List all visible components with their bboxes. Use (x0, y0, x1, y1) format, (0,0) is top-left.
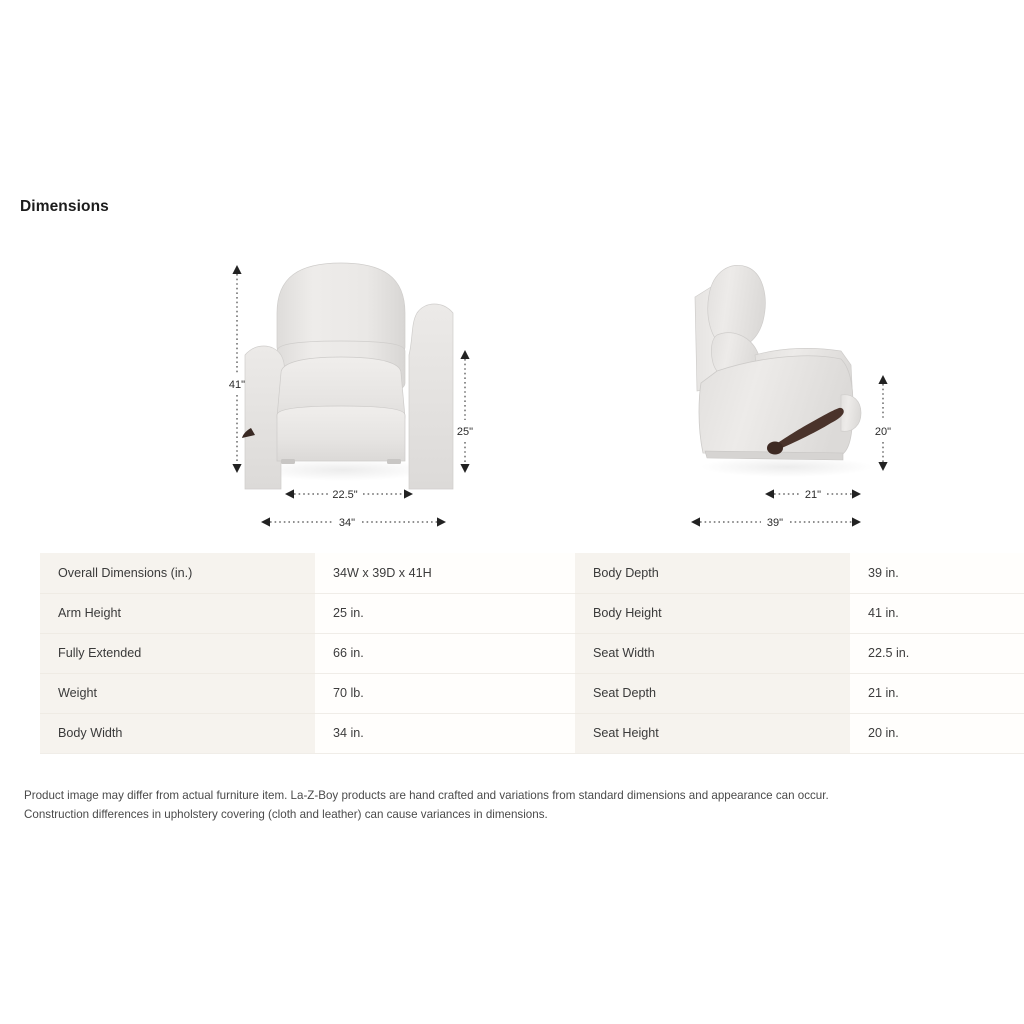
dimension-label-seat-width: 22.5" (332, 489, 358, 501)
dimension-label-seat-depth: 21" (804, 489, 822, 501)
dimension-label-body-width: 34" (338, 517, 356, 529)
footnote-line-2: Construction differences in upholstery covering (cloth and leather) can cause variances in dimensions. (24, 808, 548, 821)
foot-left (281, 459, 295, 464)
dimension-arm-height (457, 350, 473, 473)
spec-value: 70 lb. (315, 673, 594, 713)
table-row (40, 673, 594, 713)
table-row (575, 673, 1024, 713)
spec-value: 21 in. (850, 673, 1024, 713)
side-view-diagram (665, 255, 945, 540)
dimension-body-height (229, 265, 245, 473)
dimension-seat-height (875, 375, 891, 471)
spec-label: Fully Extended (40, 633, 315, 673)
spec-value: 25 in. (315, 593, 594, 633)
spec-label: Body Width (40, 713, 315, 753)
spec-value: 39 in. (850, 553, 1024, 593)
dimension-diagrams (0, 255, 1024, 540)
spec-label: Weight (40, 673, 315, 713)
spec-value: 20 in. (850, 713, 1024, 753)
floor-shadow (701, 457, 873, 477)
table-row (40, 553, 594, 593)
table-row (575, 553, 1024, 593)
spec-label: Overall Dimensions (in.) (40, 553, 315, 593)
front-view-diagram (215, 255, 495, 540)
foot-right (387, 459, 401, 464)
side-body-panel (699, 356, 853, 455)
table-row (575, 593, 1024, 633)
dimensions-table-left (40, 553, 594, 754)
disclaimer-footnote (24, 786, 1024, 824)
dimension-label-arm-height: 25" (456, 426, 474, 438)
arm-roll (841, 395, 861, 432)
page-title: Dimensions (20, 198, 109, 215)
footnote-line-1: Product image may differ from actual furniture item. La-Z-Boy products are hand crafted and variations from standard dimensions and appearance can occur. (24, 789, 829, 802)
spec-label: Arm Height (40, 593, 315, 633)
table-row (40, 593, 594, 633)
table-row (575, 713, 1024, 753)
spec-label: Body Depth (575, 553, 850, 593)
spec-value: 41 in. (850, 593, 1024, 633)
spec-value: 66 in. (315, 633, 594, 673)
table-row (40, 713, 594, 753)
dimensions-table-right (575, 553, 1024, 754)
seat-base (277, 406, 405, 461)
dimension-body-depth (691, 517, 861, 529)
spec-label: Body Height (575, 593, 850, 633)
right-arm (409, 304, 453, 489)
dimension-label-seat-height: 20" (874, 426, 892, 438)
dimension-label-body-depth: 39" (766, 517, 784, 529)
spec-value: 22.5 in. (850, 633, 1024, 673)
table-row (40, 633, 594, 673)
spec-value: 34 in. (315, 713, 594, 753)
spec-label: Seat Depth (575, 673, 850, 713)
dimension-seat-depth (765, 489, 861, 501)
table-row (575, 633, 1024, 673)
dimension-label-body-height: 41" (228, 379, 246, 391)
dimension-body-width (261, 517, 446, 529)
spec-value: 34W x 39D x 41H (315, 553, 594, 593)
spec-label: Seat Width (575, 633, 850, 673)
dimension-seat-width (285, 489, 413, 501)
spec-label: Seat Height (575, 713, 850, 753)
specifications-tables (0, 553, 1024, 757)
